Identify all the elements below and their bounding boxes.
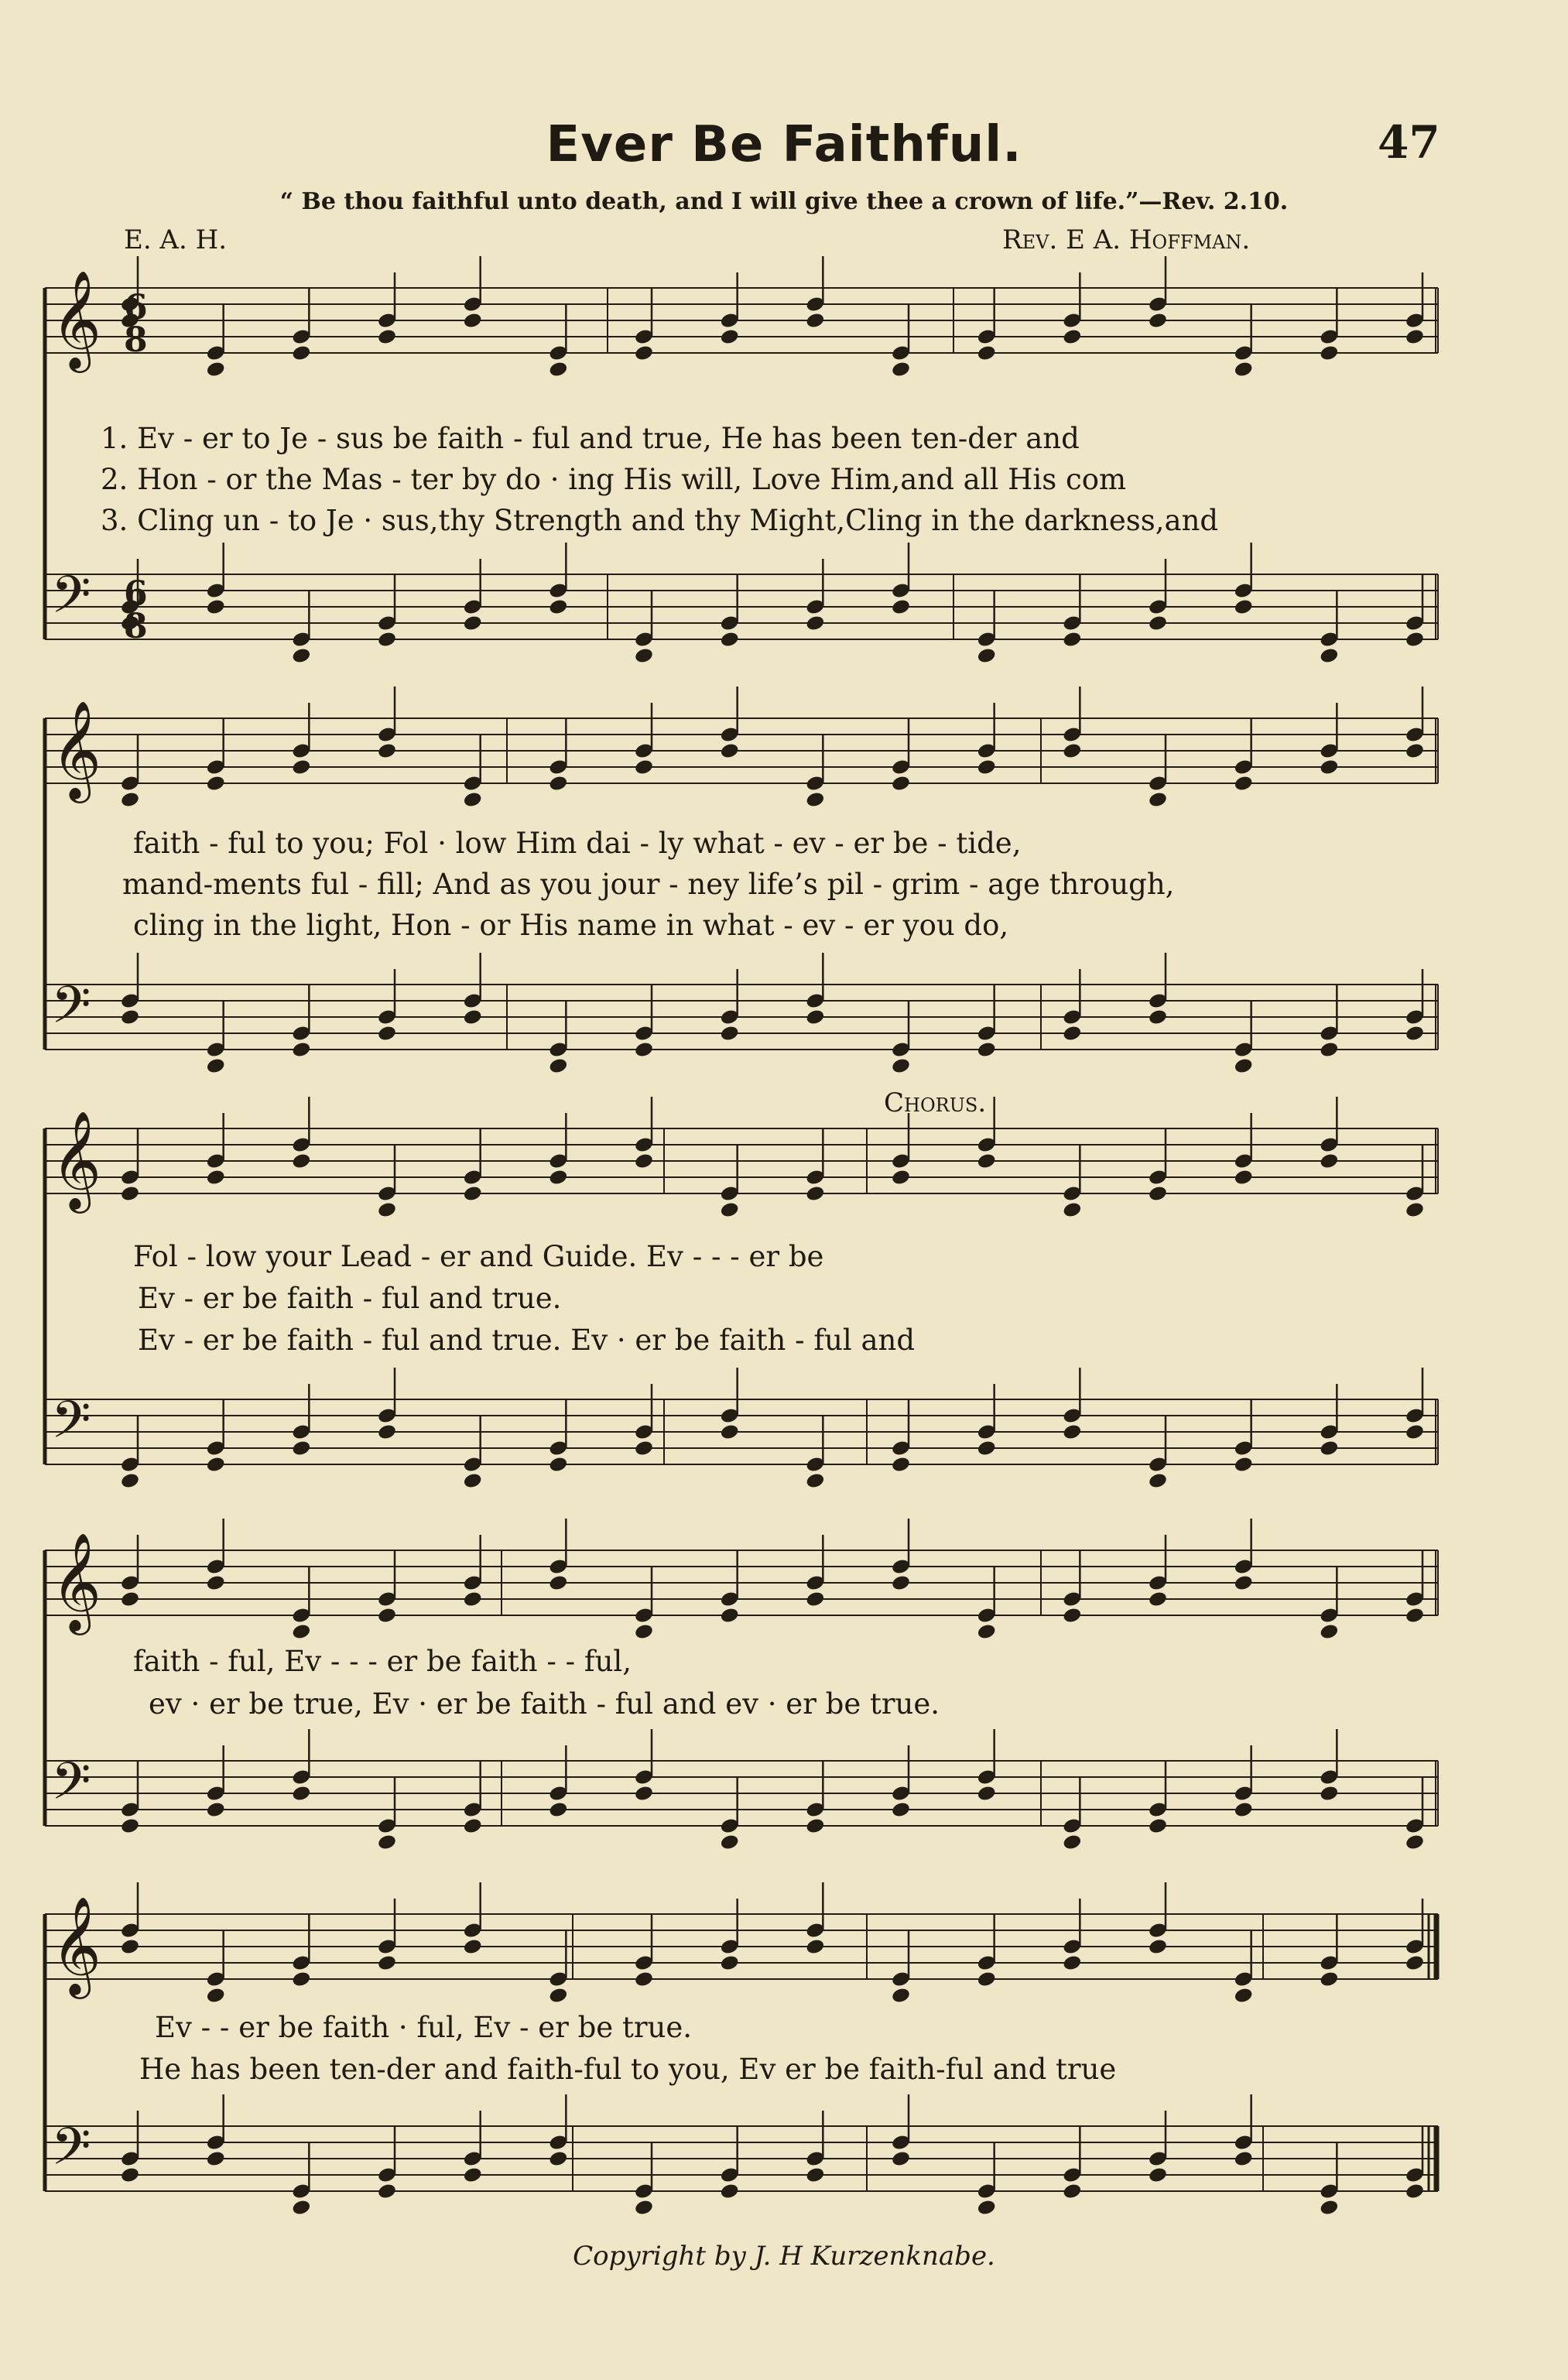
bass-clef: 𝄢 xyxy=(51,2117,91,2189)
treble-clef: 𝄞 xyxy=(51,700,102,799)
notehead xyxy=(548,598,568,616)
notehead xyxy=(120,2166,140,2184)
notehead xyxy=(634,2199,654,2217)
notehead xyxy=(377,1025,397,1043)
notehead xyxy=(1234,1987,1254,2005)
notehead xyxy=(1148,1938,1168,1956)
bass-clef: 𝄢 xyxy=(51,1390,91,1462)
notehead xyxy=(720,1954,740,1972)
notehead xyxy=(891,1169,911,1187)
notehead xyxy=(463,1938,483,1956)
notehead xyxy=(548,1057,568,1075)
notehead xyxy=(291,1152,311,1170)
chorus-label: Chorus. xyxy=(884,1087,987,1118)
notehead xyxy=(1234,361,1254,378)
notehead xyxy=(1062,1954,1082,1972)
notehead xyxy=(1405,1025,1425,1043)
notehead xyxy=(377,328,397,346)
notehead xyxy=(548,2150,568,2168)
treble-clef: 𝄞 xyxy=(51,269,102,368)
notehead xyxy=(977,1623,997,1641)
notehead xyxy=(548,1801,568,1819)
notehead xyxy=(1062,742,1082,760)
notehead xyxy=(634,1152,654,1170)
notehead xyxy=(206,1456,226,1474)
bass-clef: 𝄢 xyxy=(51,975,91,1047)
notehead xyxy=(1319,344,1339,362)
notehead xyxy=(1405,742,1425,760)
notehead xyxy=(1148,1591,1168,1608)
notehead xyxy=(634,759,654,776)
notehead xyxy=(1405,1607,1425,1625)
notehead xyxy=(206,775,226,793)
notehead xyxy=(377,631,397,649)
notehead xyxy=(548,1456,568,1474)
notehead xyxy=(1062,2183,1082,2200)
words-credit: Rev. E A. Hoffman. xyxy=(1002,224,1251,255)
time-signature-bottom: 8 xyxy=(124,607,148,646)
notehead xyxy=(891,2150,911,2168)
notehead xyxy=(463,312,483,330)
treble-clef: 𝄞 xyxy=(51,1895,102,1995)
notehead xyxy=(206,598,226,616)
notehead xyxy=(1062,1834,1082,1851)
notehead xyxy=(634,1440,654,1457)
notehead xyxy=(977,1041,997,1059)
notehead xyxy=(206,2150,226,2168)
notehead xyxy=(377,1423,397,1441)
notehead xyxy=(1405,2183,1425,2200)
notehead xyxy=(805,2166,825,2184)
notehead xyxy=(463,791,483,809)
notehead xyxy=(1319,1152,1339,1170)
notehead xyxy=(1234,598,1254,616)
notehead xyxy=(291,1440,311,1457)
notehead xyxy=(1319,647,1339,665)
notehead xyxy=(1148,791,1168,809)
bass-clef: 𝄢 xyxy=(51,1752,91,1824)
notehead xyxy=(891,1057,911,1075)
lyric-line-s2-v3: cling in the light, Hon - or His name in what - ev - er you do, xyxy=(133,909,1009,942)
notehead xyxy=(463,1009,483,1026)
notehead xyxy=(977,1152,997,1170)
notehead xyxy=(634,344,654,362)
notehead xyxy=(1234,2150,1254,2168)
notehead xyxy=(977,344,997,362)
notehead xyxy=(1405,1954,1425,1972)
notehead xyxy=(463,1591,483,1608)
notehead xyxy=(291,1041,311,1059)
copyright-notice: Copyright by J. H Kurzenknabe. xyxy=(573,2241,995,2272)
notehead xyxy=(977,647,997,665)
lyric-line-s3-v2: Ev - er be faith - ful and true. xyxy=(138,1282,562,1315)
notehead xyxy=(291,759,311,776)
notehead xyxy=(377,2183,397,2200)
notehead xyxy=(720,328,740,346)
lyric-line-s2-v1: faith - ful to you; Fol · low Him dai - ly what - ev - er be - tide, xyxy=(133,827,1022,860)
notehead xyxy=(891,361,911,378)
notehead xyxy=(1062,1201,1082,1219)
notehead xyxy=(377,1201,397,1219)
notehead xyxy=(1062,631,1082,649)
notehead xyxy=(805,1591,825,1608)
notehead xyxy=(1234,1057,1254,1075)
lyric-line-s4-v1: faith - ful, Ev - - - er be faith - - ful, xyxy=(133,1645,632,1678)
bass-clef: 𝄢 xyxy=(51,565,91,637)
lyric-line-s1-v1: 1. Ev - er to Je - sus be faith - ful and true, He has been ten-der and xyxy=(101,422,1080,455)
notehead xyxy=(891,598,911,616)
notehead xyxy=(1405,1834,1425,1851)
notehead xyxy=(548,361,568,378)
notehead xyxy=(720,2183,740,2200)
notehead xyxy=(1234,1169,1254,1187)
notehead xyxy=(291,1785,311,1803)
notehead xyxy=(1062,1025,1082,1043)
notehead xyxy=(805,312,825,330)
notehead xyxy=(206,1169,226,1187)
notehead xyxy=(1319,1785,1339,1803)
notehead xyxy=(120,1591,140,1608)
scripture-epigraph: “ Be thou faithful unto death, and I will give thee a crown of life.”—Rev. 2.10. xyxy=(279,188,1289,215)
notehead xyxy=(805,791,825,809)
notehead xyxy=(463,615,483,632)
notehead xyxy=(891,1456,911,1474)
notehead xyxy=(977,1971,997,1988)
notehead xyxy=(377,1834,397,1851)
hymn-title: Ever Be Faithful. xyxy=(546,116,1022,173)
lyric-line-s4-v2: ev · er be true, Ev · er be faith - ful and ev · er be true. xyxy=(149,1687,940,1721)
notehead xyxy=(548,1169,568,1187)
notehead xyxy=(463,1817,483,1835)
notehead xyxy=(120,1472,140,1490)
notehead xyxy=(805,1472,825,1490)
notehead xyxy=(1319,1623,1339,1641)
notehead xyxy=(548,1574,568,1592)
notehead xyxy=(548,775,568,793)
notehead xyxy=(1148,2166,1168,2184)
notehead xyxy=(463,2166,483,2184)
lyric-line-s1-v3: 3. Cling un - to Je · sus,thy Strength and thy Might,Cling in the darkness,and xyxy=(101,504,1219,537)
notehead xyxy=(634,1971,654,1988)
notehead xyxy=(720,1025,740,1043)
notehead xyxy=(977,1785,997,1803)
time-signature-top: 6 xyxy=(124,574,148,614)
notehead xyxy=(720,1423,740,1441)
notehead xyxy=(1148,615,1168,632)
notehead xyxy=(1234,775,1254,793)
notehead xyxy=(805,1817,825,1835)
lyric-line-s5-v2: He has been ten-der and faith-ful to you, Ev er be faith-ful and true xyxy=(139,2053,1117,2086)
notehead xyxy=(377,742,397,760)
notehead xyxy=(1405,328,1425,346)
notehead xyxy=(977,759,997,776)
notehead xyxy=(206,1987,226,2005)
notehead xyxy=(720,1201,740,1219)
lyric-line-s5-v1: Ev - - er be faith · ful, Ev - er be true. xyxy=(155,2011,693,2044)
notehead xyxy=(120,1817,140,1835)
notehead xyxy=(548,1987,568,2005)
notehead xyxy=(291,2199,311,2217)
notehead xyxy=(1405,631,1425,649)
notehead xyxy=(805,1009,825,1026)
notehead xyxy=(1148,1185,1168,1203)
notehead xyxy=(977,1440,997,1457)
notehead xyxy=(1319,759,1339,776)
notehead xyxy=(1062,1423,1082,1441)
notehead xyxy=(1405,1201,1425,1219)
notehead xyxy=(120,791,140,809)
notehead xyxy=(120,1185,140,1203)
notehead xyxy=(891,1574,911,1592)
notehead xyxy=(206,1574,226,1592)
notehead xyxy=(120,1938,140,1956)
notehead xyxy=(720,631,740,649)
time-signature-bottom: 8 xyxy=(124,320,148,360)
notehead xyxy=(891,775,911,793)
notehead xyxy=(977,2199,997,2217)
notehead xyxy=(206,361,226,378)
notehead xyxy=(463,1472,483,1490)
notehead xyxy=(891,1801,911,1819)
notehead xyxy=(120,1009,140,1026)
notehead xyxy=(291,344,311,362)
notehead xyxy=(720,742,740,760)
notehead xyxy=(291,1623,311,1641)
notehead xyxy=(634,1041,654,1059)
notehead xyxy=(1405,1423,1425,1441)
page-number: 47 xyxy=(1378,116,1440,169)
notehead xyxy=(291,1971,311,1988)
notehead xyxy=(805,1185,825,1203)
notehead xyxy=(1148,1817,1168,1835)
treble-clef: 𝄞 xyxy=(51,1110,102,1209)
treble-clef: 𝄞 xyxy=(51,1532,102,1631)
notehead xyxy=(1319,1440,1339,1457)
notehead xyxy=(1148,1009,1168,1026)
notehead xyxy=(1062,1607,1082,1625)
notehead xyxy=(1148,312,1168,330)
notehead xyxy=(1319,2199,1339,2217)
notehead xyxy=(720,1834,740,1851)
notehead xyxy=(805,615,825,632)
notehead xyxy=(206,1801,226,1819)
lyric-line-s1-v2: 2. Hon - or the Mas - ter by do · ing His will, Love Him,and all His com xyxy=(101,463,1127,496)
notehead xyxy=(1148,1472,1168,1490)
notehead xyxy=(291,647,311,665)
lyric-line-s3-v1: Fol - low your Lead - er and Guide. Ev - - - er be xyxy=(133,1240,824,1273)
notehead xyxy=(720,1607,740,1625)
notehead xyxy=(891,1987,911,2005)
notehead xyxy=(634,1623,654,1641)
notehead xyxy=(634,647,654,665)
notehead xyxy=(1319,1971,1339,1988)
lyric-line-s3-v3: Ev - er be faith - ful and true. Ev · er be faith - ful and xyxy=(138,1324,916,1357)
notehead xyxy=(1234,1801,1254,1819)
notehead xyxy=(1319,1041,1339,1059)
notehead xyxy=(206,1057,226,1075)
time-signature-top: 6 xyxy=(124,288,148,327)
notehead xyxy=(377,1954,397,1972)
notehead xyxy=(634,1785,654,1803)
notehead xyxy=(463,1185,483,1203)
notehead xyxy=(1234,1574,1254,1592)
notehead xyxy=(1062,328,1082,346)
notehead xyxy=(1234,1456,1254,1474)
lyric-line-s2-v2: mand-ments ful - fill; And as you jour - ney life’s pil - grim - age through, xyxy=(122,868,1175,901)
notehead xyxy=(805,1938,825,1956)
music-credit: E. A. H. xyxy=(124,224,228,255)
notehead xyxy=(377,1607,397,1625)
